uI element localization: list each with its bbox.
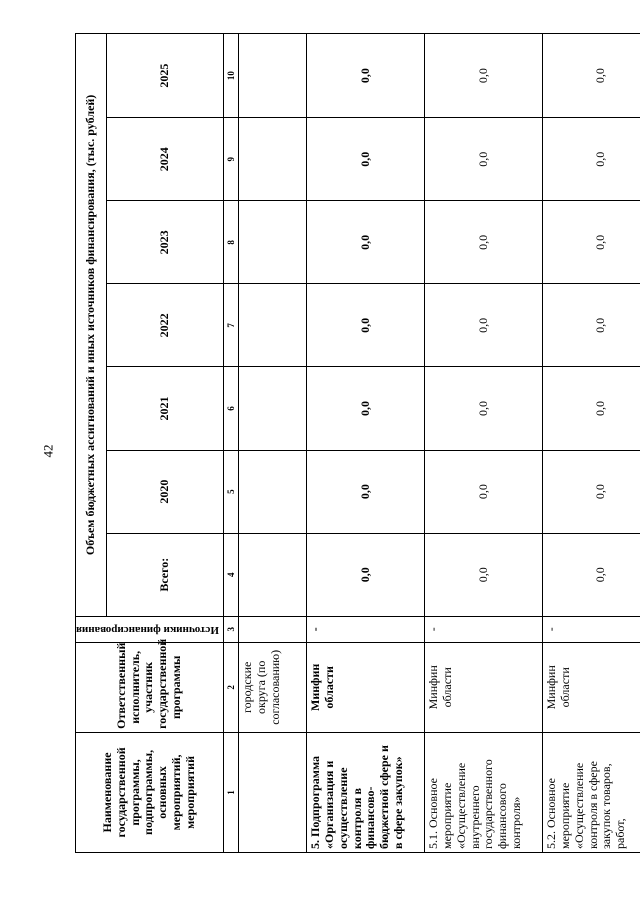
row-value — [239, 34, 307, 118]
header-year: 2023 — [106, 201, 223, 284]
row-value: 0,0 — [425, 118, 543, 201]
table-row — [307, 34, 425, 853]
col-number: 6 — [223, 367, 238, 450]
header-year: 2024 — [106, 118, 223, 201]
header-year: Всего: — [106, 533, 223, 616]
header-year: 2025 — [106, 34, 223, 118]
row-name: 5.2. Основное мероприятие «Осуществление контроля в сфере закупок товаров, работ, — [543, 732, 640, 852]
row-value: 0,0 — [425, 34, 543, 118]
col-number: 1 — [223, 732, 238, 852]
header-year: 2020 — [106, 450, 223, 533]
col-number: 7 — [223, 284, 238, 367]
row-value: 0,0 — [543, 367, 640, 450]
col-number: 2 — [223, 642, 238, 732]
row-value — [239, 450, 307, 533]
col-number: 10 — [223, 34, 238, 118]
row-source: - — [307, 616, 425, 642]
table-row — [543, 34, 640, 853]
row-value: 0,0 — [543, 533, 640, 616]
row-value: 0,0 — [307, 450, 425, 533]
row-name: 5.1. Основное мероприятие «Осуществление внутреннего государственного финансового контроля» — [425, 732, 543, 852]
funding-table — [75, 33, 640, 853]
row-name: 5. Подпрограмма «Организация и осуществление контроля в финансово-бюджетной сфере и в сфере закупок» — [307, 732, 425, 852]
row-value: 0,0 — [307, 201, 425, 284]
row-value: 0,0 — [543, 201, 640, 284]
row-name — [239, 732, 307, 852]
col-number: 5 — [223, 450, 238, 533]
header-year: 2021 — [106, 367, 223, 450]
row-value — [239, 533, 307, 616]
row-responsible: Минфин области — [543, 642, 640, 732]
row-value: 0,0 — [307, 367, 425, 450]
row-value — [239, 118, 307, 201]
col-number: 9 — [223, 118, 238, 201]
header-volume: Объем бюджетных ассигнований и иных источников финансирования, (тыс. рублей) — [76, 34, 107, 617]
row-value: 0,0 — [307, 284, 425, 367]
rotated-table-wrapper — [75, 33, 628, 853]
row-value: 0,0 — [425, 367, 543, 450]
row-value: 0,0 — [543, 118, 640, 201]
row-source: - — [543, 616, 640, 642]
header-year: 2022 — [106, 284, 223, 367]
row-value — [239, 284, 307, 367]
row-value: 0,0 — [307, 34, 425, 118]
row-value: 0,0 — [425, 284, 543, 367]
row-responsible: Минфин области — [307, 642, 425, 732]
table-row — [239, 34, 307, 853]
row-responsible: городские округа (по согласованию) — [239, 642, 307, 732]
col-number: 4 — [223, 533, 238, 616]
row-responsible: Минфин области — [425, 642, 543, 732]
col-number: 8 — [223, 201, 238, 284]
row-source: - — [425, 616, 543, 642]
header-source-text: Источники финансирования — [76, 623, 219, 636]
row-value — [239, 367, 307, 450]
row-value: 0,0 — [307, 533, 425, 616]
row-value: 0,0 — [543, 34, 640, 118]
row-value: 0,0 — [425, 450, 543, 533]
row-value: 0,0 — [543, 450, 640, 533]
row-value: 0,0 — [543, 284, 640, 367]
col-number: 3 — [223, 616, 238, 642]
page-number: 42 — [40, 444, 56, 458]
row-value: 0,0 — [307, 118, 425, 201]
row-value: 0,0 — [425, 533, 543, 616]
header-source — [76, 616, 224, 642]
row-source — [239, 616, 307, 642]
header-name: Наименование государственной программы, подпрограммы, основных мероприятий, мероприятий — [76, 732, 224, 852]
header-responsible: Ответственный исполнитель, участник государственной программы — [76, 642, 224, 732]
row-value — [239, 201, 307, 284]
row-value: 0,0 — [425, 201, 543, 284]
table-row — [425, 34, 543, 853]
